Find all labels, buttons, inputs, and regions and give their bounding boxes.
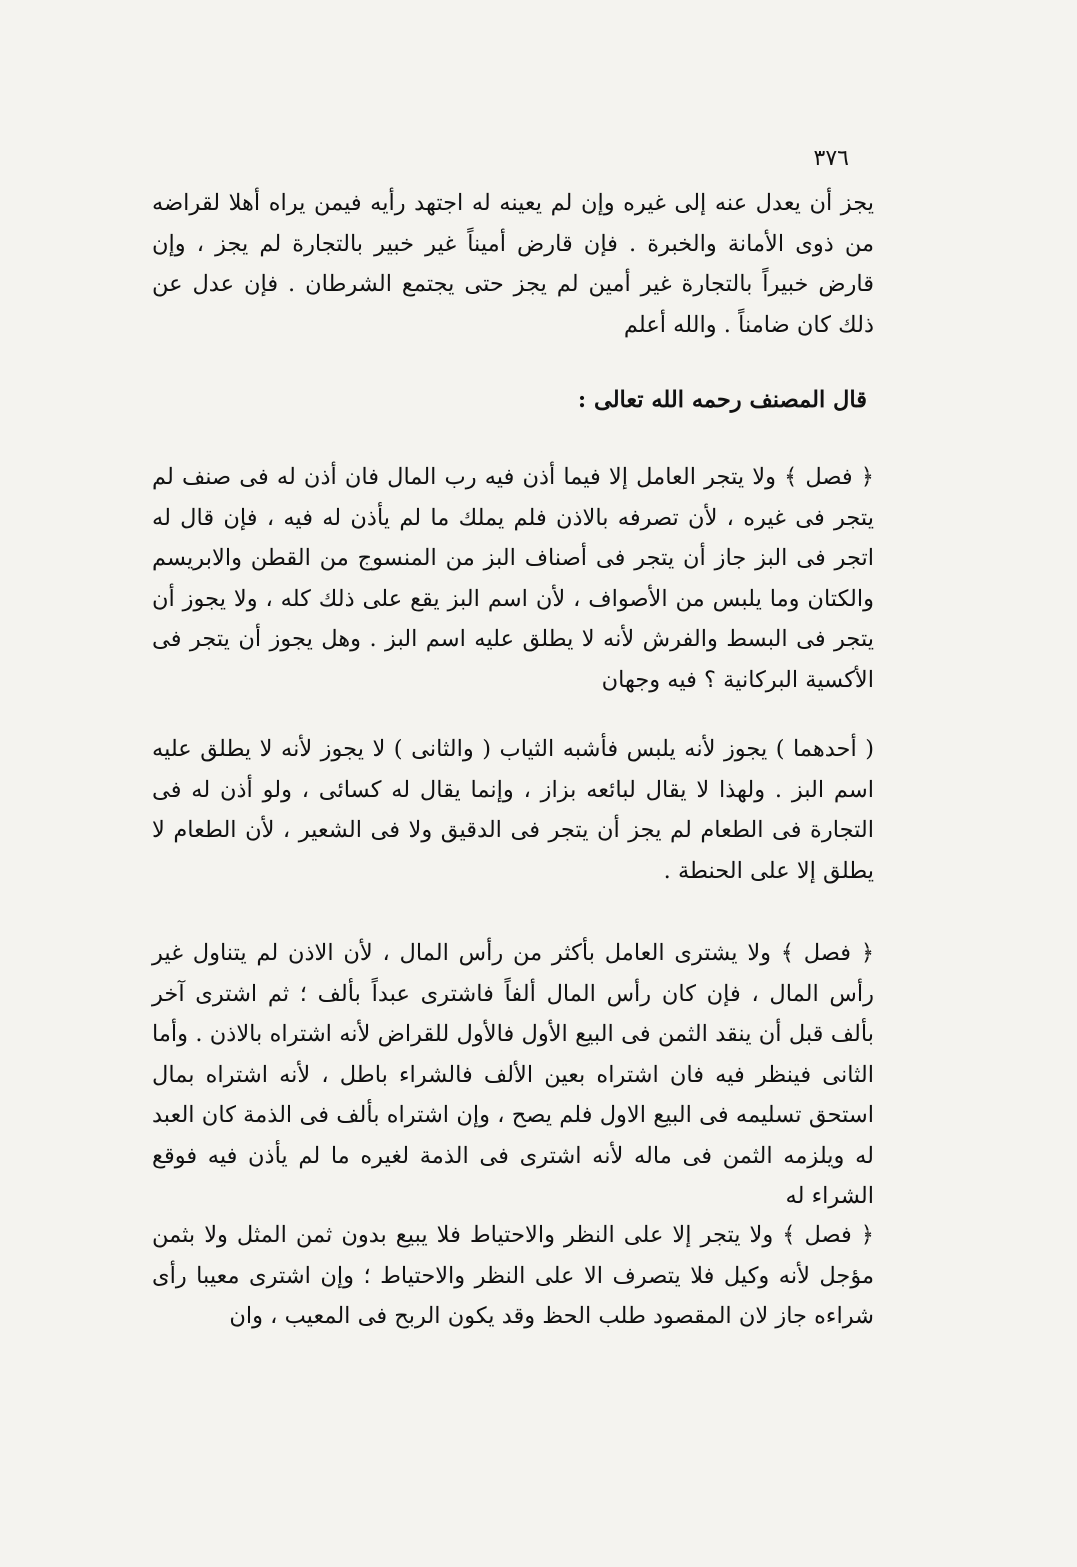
paragraph-4-text: ﴿ فصل ﴾ ولا يشترى العامل بأكثر من رأس المال ، لأن الاذن لم يتناول غير رأس المال ، فإن كان رأس المال ألفاً فاشترى عبداً بألف ؛ ثم اشترى آخر بألف قبل أن ينقد الثمن فى البيع الأول فالأول للقراض لأنه اشتراه بالاذن . وأما الثانى فينظر فيه فان اشتراه بعين الألف فالشراء باطل ، لأنه اشتراه بمال استحق تسليمه فى البيع الاول فلم يصح ، وإن اشتراه بألف فى الذمة كان العبد له ويلزمه الثمن فى ماله لأنه اشترى فى الذمة لغيره ما لم يأذن فيه فوقع الشراء له — [152, 940, 874, 1209]
page-number: ٣٧٦ — [813, 146, 849, 171]
paragraph-3-text: ( أحدهما ) يجوز لأنه يلبس فأشبه الثياب ( والثانى ) لا يجوز لأنه لا يطلق عليه اسم البز . ولهذا لا يقال لبائعه بزاز ، وإنما يقال له كسائى ، ولو أذن له فى التجارة فى الطعام لم يجز أن يتجر فى الدقيق ولا فى الشعير ، لأن الطعام لا يطلق إلا على الحنطة . — [152, 736, 874, 884]
paragraph-2-text: ﴿ فصل ﴾ ولا يتجر العامل إلا فيما أذن فيه رب المال فان أذن له فى صنف لم يتجر فى غيره ، لأن تصرفه بالاذن فلم يملك ما لم يأذن له فيه ، فإن قال له اتجر فى البز جاز أن يتجر فى أصناف البز من المنسوج من القطن والابريسم والكتان وما يلبس من الأصواف ، لأن اسم البز يقع على ذلك كله ، ولا يجوز أن يتجر فى البسط والفرش لأنه لا يطلق عليه اسم البز . وهل يجوز أن يتجر فى الأكسية البركانية ؟ فيه وجهان — [152, 464, 874, 693]
paragraph-4 — [152, 933, 874, 1217]
section-heading: قال المصنف رحمه الله تعالى : — [577, 387, 867, 413]
paragraph-5-text: ﴿ فصل ﴾ ولا يتجر إلا على النظر والاحتياط فلا يبيع بدون ثمن المثل ولا بثمن مؤجل لأنه وكيل فلا يتصرف الا على النظر والاحتياط ؛ وإن اشترى معيبا رأى شراءه جاز لان المقصود طلب الحظ وقد يكون الربح فى المعيب ، وان — [152, 1222, 874, 1329]
paragraph-1-text: يجز أن يعدل عنه إلى غيره وإن لم يعينه له اجتهد رأيه فيمن يراه أهلا لقراضه من ذوى الأمانة والخبرة . فإن قارض أميناً غير خبير بالتجارة لم يجز ، وإن قارض خبيراً بالتجارة غير أمين لم يجز حتى يجتمع الشرطان . فإن عدل عن ذلك كان ضامناً . والله أعلم — [152, 190, 874, 338]
paragraph-3 — [152, 729, 874, 891]
paragraph-5 — [152, 1215, 874, 1337]
paragraph-1 — [152, 183, 874, 345]
paragraph-2 — [152, 457, 874, 700]
